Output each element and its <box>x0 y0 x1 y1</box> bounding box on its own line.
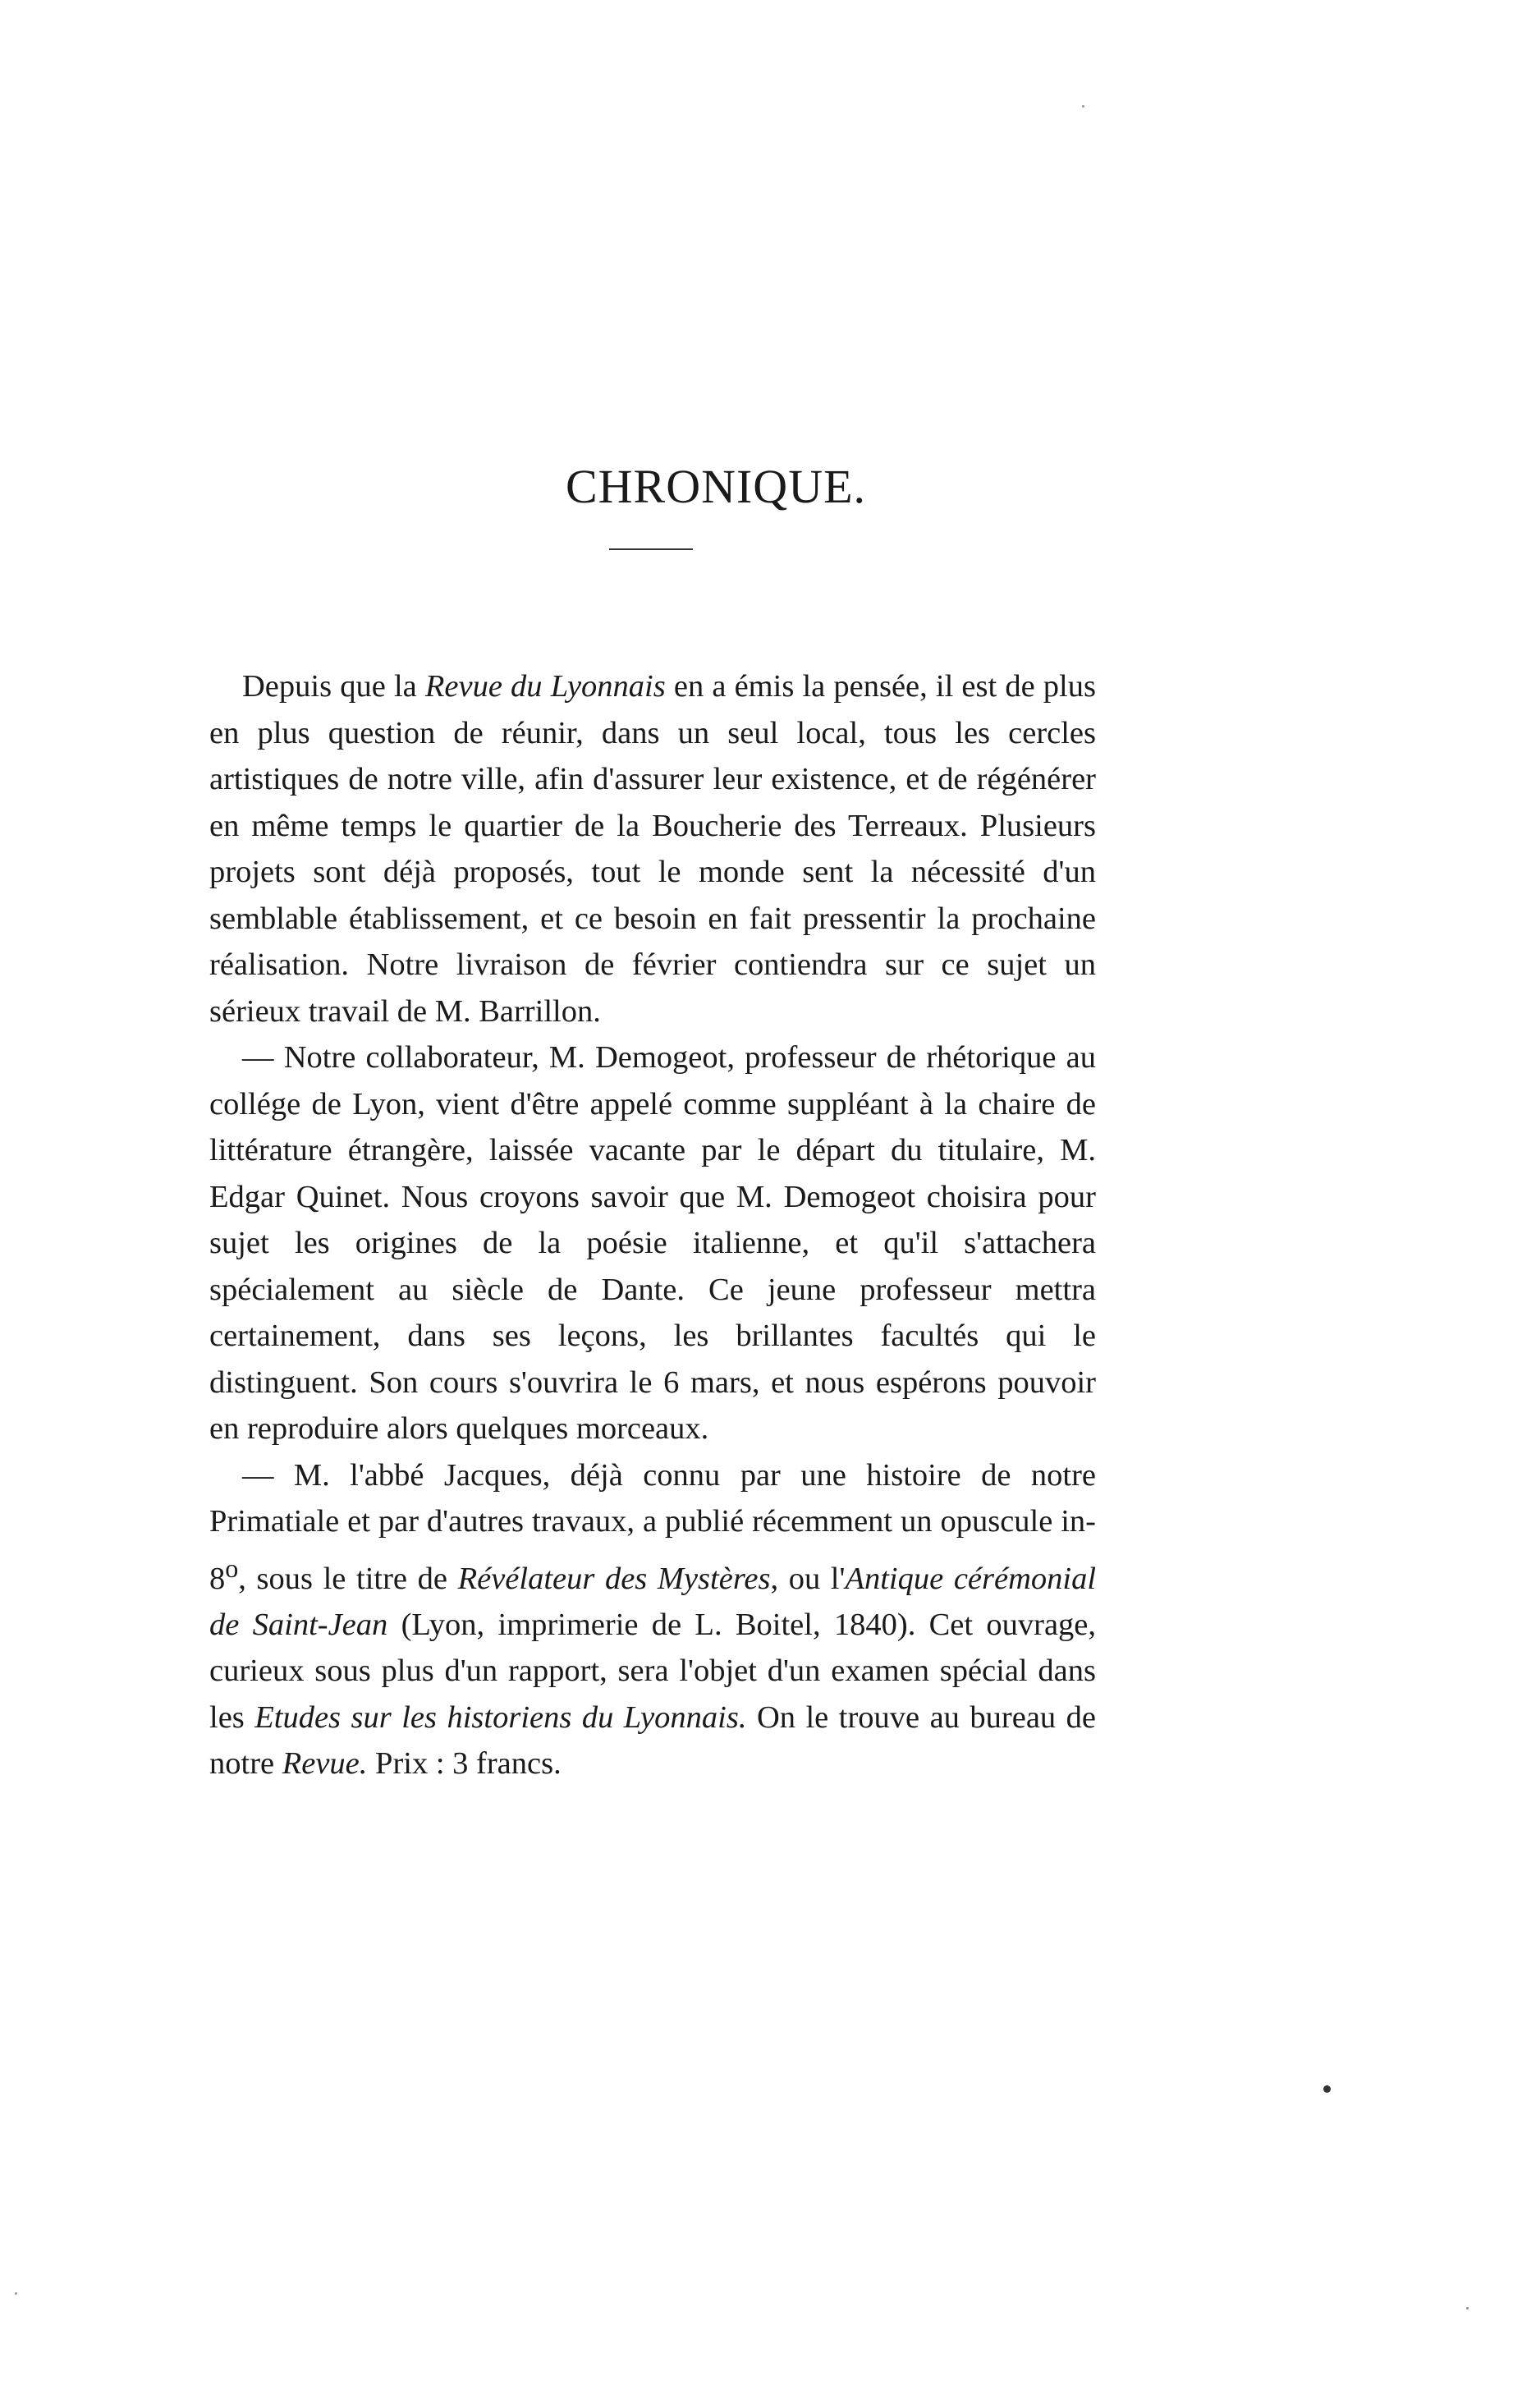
italic-title: Revue du Lyonnais <box>424 669 666 704</box>
text-run: Depuis que la <box>242 669 425 704</box>
italic-title: Etudes sur les historiens du Lyonnais. <box>254 1699 747 1735</box>
superscript: o <box>225 1553 239 1583</box>
text-run: On le trouve au bureau de notre <box>209 1699 1096 1782</box>
page-title: CHRONIQUE. <box>565 459 867 513</box>
text-run: (Lyon, imprimerie de L. Boitel, 1840). Cet ouvrage, curieux sous plus d'un rapport, sera l'objet d'un examen spécial dans les <box>209 1607 1096 1735</box>
title-rule <box>609 548 693 550</box>
paragraph-cercles-artistiques <box>209 663 1096 1034</box>
text-run: , sous le titre de <box>238 1561 458 1596</box>
text-run: , ou l' <box>770 1561 846 1596</box>
text-run: — Notre collaborateur, M. Demogeot, professeur de rhétorique au collége de Lyon, vient d'être appelé comme suppléant à la chaire de littérature étrangère, laissée vacante par le départ du titulaire, M. Edgar Quinet. Nous croyons savoir que M. Demogeot choisira pour sujet les origines de la poésie italienne, et qu'il s'attachera spécialement au siècle de Dante. Ce jeune professeur mettra certainement, dans ses leçons, les brillantes facultés qui le distinguent. Son cours s'ouvrira le 6 mars, et nous espérons pouvoir en reproduire alors quelques morceaux. <box>209 1040 1096 1446</box>
ink-speck <box>15 2292 17 2295</box>
ink-speck <box>1323 2085 1331 2093</box>
paragraph-abbe-jacques <box>209 1452 1096 1787</box>
italic-title: Revue. <box>282 1746 368 1782</box>
ink-speck <box>1466 2307 1469 2309</box>
text-run: en a émis la pensée, il est de plus en plus question de réunir, dans un seul local, tous les cercles artistiques de notre ville, afin d'assurer leur existence, et de régénérer en même temps le quartier de la Boucherie des Terreaux. Plusieurs projets sont déjà proposés, tout le monde sent la nécessité d'un semblable établissement, et ce besoin en fait pressentir la prochaine réalisation. Notre livraison de février contiendra sur ce sujet un sérieux travail de M. Barrillon. <box>209 669 1096 1029</box>
text-run: Prix : 3 francs. <box>367 1746 562 1782</box>
italic-title: Antique cérémonial de Saint-Jean <box>209 1561 1097 1642</box>
paragraph-demogeot <box>209 1034 1096 1452</box>
text-run: — M. l'abbé Jacques, déjà connu par une histoire de notre Primatiale et par d'autres travaux, a publié récemment un opuscule in-8 <box>209 1457 1096 1596</box>
ink-speck <box>1082 105 1084 108</box>
article-body <box>209 663 1096 1787</box>
italic-title: Révélateur des Mystères <box>457 1561 771 1596</box>
